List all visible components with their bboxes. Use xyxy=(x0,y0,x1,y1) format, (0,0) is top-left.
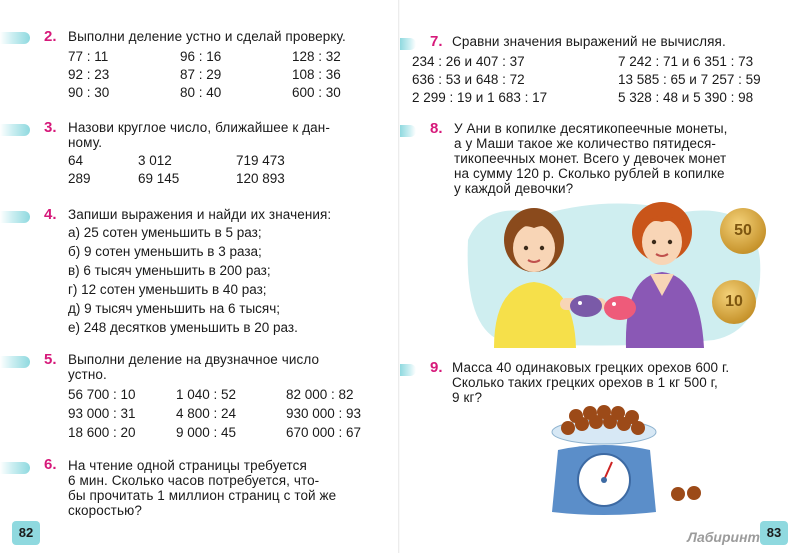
expr: 930 000 : 93 xyxy=(286,406,362,421)
task-title-line: Назови круглое число, ближайшее к дан- xyxy=(68,120,330,135)
expr: 600 : 30 xyxy=(292,85,341,100)
expr: 80 : 40 xyxy=(180,85,222,100)
task-title-line: ному. xyxy=(68,135,103,150)
list-item: е) 248 десятков уменьшить в 20 раз. xyxy=(68,320,298,335)
number: 120 893 xyxy=(236,171,285,186)
number: 719 473 xyxy=(236,153,285,168)
list-item: г) 12 сотен уменьшить в 40 раз; xyxy=(68,282,267,297)
section-bar xyxy=(0,211,30,223)
page-number: 83 xyxy=(760,521,788,545)
task-number: 4. xyxy=(44,206,57,223)
task-title-line: устно. xyxy=(68,367,107,382)
expr: 82 000 : 82 xyxy=(286,387,354,402)
number: 289 xyxy=(68,171,91,186)
section-bar xyxy=(0,356,30,368)
expr-pair: 234 : 26 и 407 : 37 xyxy=(412,54,525,69)
section-bar xyxy=(0,32,30,44)
expr: 77 : 11 xyxy=(68,49,109,64)
task-line: Сколько таких грецких орехов в 1 кг 500 г, xyxy=(452,375,718,390)
section-bar xyxy=(0,462,30,474)
task-number: 5. xyxy=(44,351,57,368)
expr: 56 700 : 10 xyxy=(68,387,136,402)
task-number: 6. xyxy=(44,456,57,473)
task-number: 2. xyxy=(44,28,57,45)
task-number: 7. xyxy=(430,33,443,50)
task-line: бы прочитать 1 миллион страниц с той же xyxy=(68,488,337,503)
coin-50-icon: 50 xyxy=(720,208,766,254)
task-line: тикопеечных монет. Всего у девочек монет xyxy=(454,151,727,166)
number: 69 145 xyxy=(138,171,180,186)
labirint-logo: Лабиринт xyxy=(687,529,760,545)
section-bar xyxy=(0,124,30,136)
list-item: д) 9 тысяч уменьшить на 6 тысяч; xyxy=(68,301,281,316)
expr: 108 : 36 xyxy=(292,67,341,82)
task-line: 9 кг? xyxy=(452,390,483,405)
task-title: Сравни значения выражений не вычисляя. xyxy=(452,34,726,49)
expr: 90 : 30 xyxy=(68,85,110,100)
number: 64 xyxy=(68,153,84,168)
expr: 4 800 : 24 xyxy=(176,406,237,421)
expr-pair: 2 299 : 19 и 1 683 : 17 xyxy=(412,90,548,105)
expr: 670 000 : 67 xyxy=(286,425,362,440)
section-bar xyxy=(400,38,416,50)
task-line: 6 мин. Сколько часов потребуется, что- xyxy=(68,473,320,488)
expr-pair: 13 585 : 65 и 7 257 : 59 xyxy=(618,72,761,87)
task-number: 3. xyxy=(44,119,57,136)
task-line: У Ани в копилке десятикопеечные монеты, xyxy=(454,121,728,136)
girls-illustration xyxy=(464,200,764,348)
task-number: 9. xyxy=(430,359,443,376)
task-title: Выполни деление устно и сделай проверку. xyxy=(68,29,346,44)
task-line: у каждой девочки? xyxy=(454,181,574,196)
expr: 18 600 : 20 xyxy=(68,425,136,440)
task-number: 8. xyxy=(430,120,443,137)
expr: 9 000 : 45 xyxy=(176,425,237,440)
task-title: Запиши выражения и найди их значения: xyxy=(68,207,332,222)
section-bar xyxy=(400,364,416,376)
coin-10-icon: 10 xyxy=(712,280,756,324)
expr: 96 : 16 xyxy=(180,49,222,64)
section-bar xyxy=(400,125,416,137)
expr: 93 000 : 31 xyxy=(68,406,136,421)
expr: 92 : 23 xyxy=(68,67,110,82)
task-line: На чтение одной страницы требуется xyxy=(68,458,307,473)
expr-pair: 7 242 : 71 и 6 351 : 73 xyxy=(618,54,754,69)
expr: 87 : 29 xyxy=(180,67,222,82)
task-line: на сумму 120 р. Сколько рублей в копилке xyxy=(454,166,725,181)
expr-pair: 5 328 : 48 и 5 390 : 98 xyxy=(618,90,754,105)
task-line: а у Маши такое же количество пятидеся- xyxy=(454,136,716,151)
expr: 128 : 32 xyxy=(292,49,341,64)
scale-illustration xyxy=(546,404,676,522)
expr-pair: 636 : 53 и 648 : 72 xyxy=(412,72,525,87)
list-item: а) 25 сотен уменьшить в 5 раз; xyxy=(68,225,262,240)
page-number: 82 xyxy=(12,521,40,545)
task-title-line: Выполни деление на двузначное число xyxy=(68,352,320,367)
task-line: скоростью? xyxy=(68,503,142,518)
list-item: в) 6 тысяч уменьшить в 200 раз; xyxy=(68,263,271,278)
list-item: б) 9 сотен уменьшить в 3 раза; xyxy=(68,244,262,259)
task-line: Масса 40 одинаковых грецких орехов 600 г. xyxy=(452,360,730,375)
number: 3 012 xyxy=(138,153,172,168)
walnuts-icon xyxy=(668,484,708,504)
expr: 1 040 : 52 xyxy=(176,387,237,402)
right-page xyxy=(400,0,800,553)
